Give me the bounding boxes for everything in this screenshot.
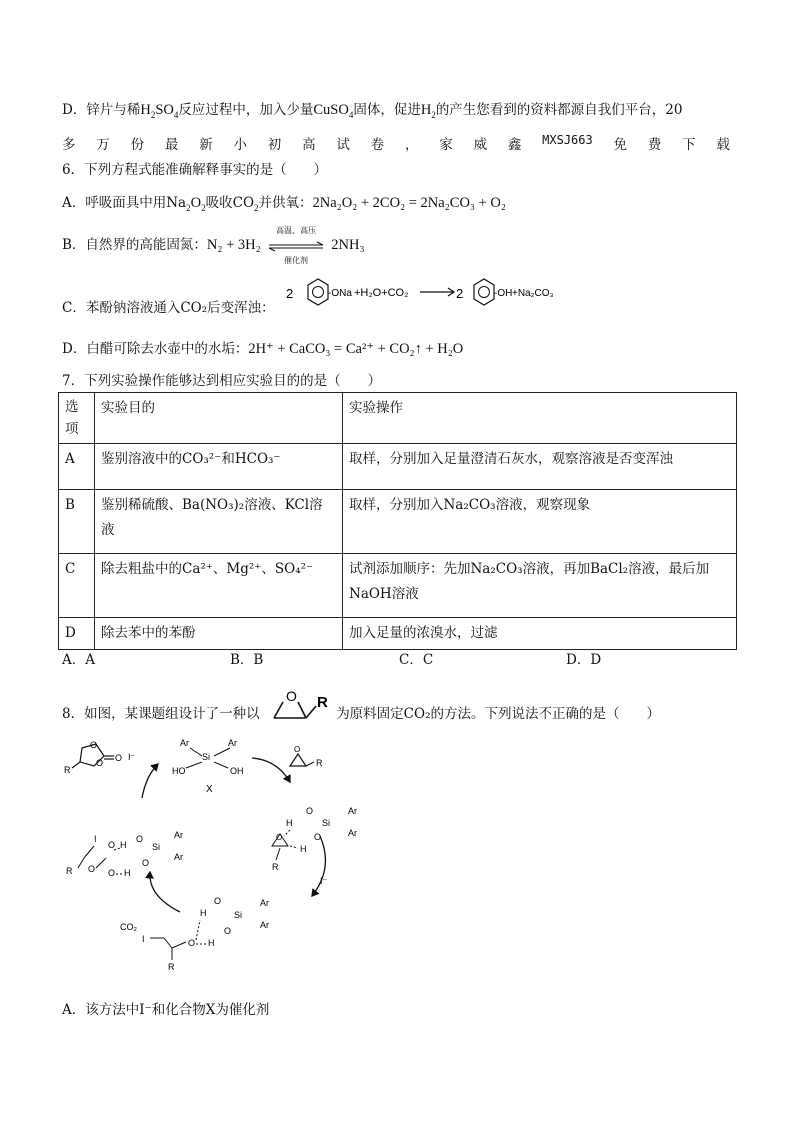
svg-text:Ar: Ar [174,852,183,862]
svg-text:H: H [124,868,131,878]
ad-word: 家 [439,137,453,153]
cell-opt: D [59,618,95,650]
q7-option-a: A．A [62,652,95,668]
arrow-bottom-condition: 催化剂 [283,255,308,265]
svg-text:O: O [88,864,96,874]
ad-word: 费 [647,137,662,153]
svg-text:Si: Si [234,910,243,920]
q5-option-d: D．锌片与稀$H_2SO_4$反应过程中，加入少量CuSO$_4$固体，促进$H_2$的产生您看到的资料都源自我们平台，20 [62,102,683,120]
c-product: +Na₂CO₃ [512,288,554,299]
q5-d-mid2: 固体，促进 [353,102,421,118]
epoxide-reagent [290,745,323,768]
epoxide-r: R [316,693,328,711]
svg-text:O: O [314,832,322,842]
benzene-circle-1 [313,287,324,298]
q5-d-prefix: D．锌片与稀 [62,102,141,118]
q6-a-label: A．呼吸面具中用Na [62,195,187,211]
q5-d-suffix: 的产生您看到的资料都源自我们平台，20 [435,102,683,118]
svg-text:Ar: Ar [260,898,269,908]
q8-stem-suffix: 为原料固定CO₂的方法。下列说法不正确的是（ ） [336,706,660,722]
table-row [59,444,737,490]
experiment-table [58,392,737,650]
q6-d-equation: 2H⁺ + CaCO₃ = Ca²⁺ + CO₂↑ + H₂O [248,341,464,357]
benzene-ring-1 [308,279,328,305]
q6-b-eq-right: 2NH₃ [331,237,365,253]
cell-goal: 鉴别稀硫酸、Ba(NO₃)₂溶液、KCl溶液 [95,490,343,554]
svg-text:I: I [142,934,145,944]
header-option: 选项 [59,393,95,444]
svg-text:R: R [168,962,175,972]
q6-option-d [62,337,463,358]
header-operation: 实验操作 [343,393,737,444]
svg-text:O: O [136,834,144,844]
phenoxide-reaction-scheme [286,273,586,313]
cell-opt: A [59,444,95,490]
table-row [59,490,737,554]
svg-text:O: O [108,868,116,878]
svg-text:Ar: Ar [260,920,269,930]
q5-d-mid1: 反应过程中，加入少量 [178,102,314,118]
q8-stem-prefix: 8．如图，某课题组设计了一种以 [62,706,260,722]
cyclic-carbonate-product [64,740,122,775]
catalytic-cycle-diagram [62,736,382,974]
q7-stem: 7．下列实验操作能够达到相应实验目的的是（ ） [62,373,382,389]
ad-word: 试 [336,137,350,153]
ad-word: 最 [164,137,179,153]
q6-stem: 6．下列方程式能准确解释事实的是（ ） [62,162,328,178]
svg-text:Ar: Ar [228,738,237,748]
ad-word: 多 [62,137,76,153]
ad-word: 小 [233,137,247,153]
iodide-released: I⁻ [128,752,136,762]
q6-option-a: A．呼吸面具中用$Na_2O_2$吸收$CO_2$并供氧：2Na₂O₂ + 2CO₂ = 2Na₂CO₃ + O₂ [62,195,506,213]
ad-word: 载 [716,137,730,153]
svg-text:Ar: Ar [348,828,357,838]
double-arrow-icon [265,236,327,256]
svg-text:O: O [276,833,283,842]
svg-text:Si: Si [322,818,331,828]
c-coef-1: 2 [286,286,294,301]
ad-word: 威 [473,137,488,153]
equilibrium-arrow [265,225,327,265]
ad-word: 卷 [370,137,385,153]
q6-a-equation: 2Na₂O₂ + 2CO₂ = 2Na₂CO₃ + O₂ [312,195,506,211]
q6-option-b [62,225,365,265]
q7-option-c: C．C [399,652,434,668]
svg-text:R: R [272,862,279,872]
ad-word: ， [404,137,419,153]
c-reagents: +H₂O+CO₂ [354,287,409,299]
svg-text:HO: HO [172,766,186,776]
table-row [59,554,737,618]
cell-opt: B [59,490,95,554]
cell-op: 取样，分别加入足量澄清石灰水，观察溶液是否变浑浊 [343,444,737,490]
ring-opened-alkoxide-complex [142,896,269,972]
svg-text:Ar: Ar [174,830,183,840]
benzene-circle-2 [479,287,490,298]
ad-word: 新 [199,137,213,153]
q6-b-eq-left: N₂ + 3H₂ [206,237,261,253]
svg-text:Ar: Ar [180,738,189,748]
ad-word: 免 [613,137,628,153]
svg-text:I: I [94,834,97,844]
svg-text:Si: Si [202,752,211,762]
q6-d-label: D．白醋可除去水壶中的水垢： [62,341,249,357]
benzene-ring-2 [474,279,494,305]
c-ona-group: -ONa [328,288,352,299]
q6-option-c: C．苯酚钠溶液通入CO₂后变浑浊： [62,300,275,316]
svg-text:O: O [306,806,314,816]
svg-text:O: O [108,840,116,850]
ad-word: 下 [682,137,696,153]
c-coef-2: 2 [456,286,464,301]
q8-option-a: A．该方法中I⁻和化合物X为催化剂 [62,1002,270,1018]
svg-text:H: H [208,938,215,948]
svg-text:H: H [120,840,127,850]
svg-text:O: O [294,745,301,754]
ad-line [62,133,730,153]
table-row [59,618,737,650]
h-bonded-epoxide-complex [272,806,357,872]
ad-word: 份 [130,137,145,153]
ad-word: 万 [96,137,110,153]
ad-word: 高 [302,137,316,153]
cell-opt: C [59,554,95,618]
svg-text:O: O [96,758,104,768]
svg-text:O: O [224,926,232,936]
epoxide-structure [266,688,330,728]
q7-option-b: B．B [230,652,264,668]
q8-stem [62,687,660,722]
c-oh-group: -OH [494,288,513,299]
cell-goal: 鉴别溶液中的CO₃²⁻和HCO₃⁻ [95,444,343,490]
header-goal: 实验目的 [95,393,343,444]
svg-text:O: O [90,740,98,750]
cell-op: 试剂添加顺序：先加Na₂CO₃溶液，再加BaCl₂溶液，最后加NaOH溶液 [343,554,737,618]
arrow-top-condition: 高温、高压 [275,225,316,235]
iodide-added: I⁻ [320,876,328,886]
cell-goal: 除去粗盐中的Ca²⁺、Mg²⁺、SO₄²⁻ [95,554,343,618]
catalyst-x [172,738,244,795]
svg-text:O: O [115,753,123,763]
q6-a-text2: 并供氧： [258,195,313,211]
co2-added: CO₂ [120,922,137,932]
carbonate-intermediate-complex [66,830,183,878]
cell-op: 取样，分别加入Na₂CO₃溶液，观察现象 [343,490,737,554]
svg-text:O: O [285,687,297,704]
svg-text:H: H [200,908,207,918]
svg-text:O: O [142,858,150,868]
svg-text:R: R [316,758,323,768]
svg-text:H: H [286,818,293,828]
cell-op: 加入足量的浓溴水，过滤 [343,618,737,650]
svg-text:OH: OH [230,766,244,776]
catalyst-x-label: X [206,784,213,795]
svg-text:O: O [188,938,196,948]
q6-a-text: 吸收CO [205,195,255,211]
cell-goal: 除去苯中的苯酚 [95,618,343,650]
ad-word: 鑫 [507,137,522,153]
table-header-row [59,393,737,444]
svg-text:Si: Si [152,842,161,852]
svg-text:Ar: Ar [348,806,357,816]
ad-word: 初 [267,137,282,153]
ad-word: MXSJ663 [542,133,593,147]
svg-text:H: H [300,844,307,854]
q6-b-label: B．自然界的高能固氮： [62,237,207,253]
svg-text:R: R [66,866,73,876]
svg-text:O: O [214,896,222,906]
q7-option-d: D．D [566,652,602,668]
svg-text:R: R [64,765,71,775]
